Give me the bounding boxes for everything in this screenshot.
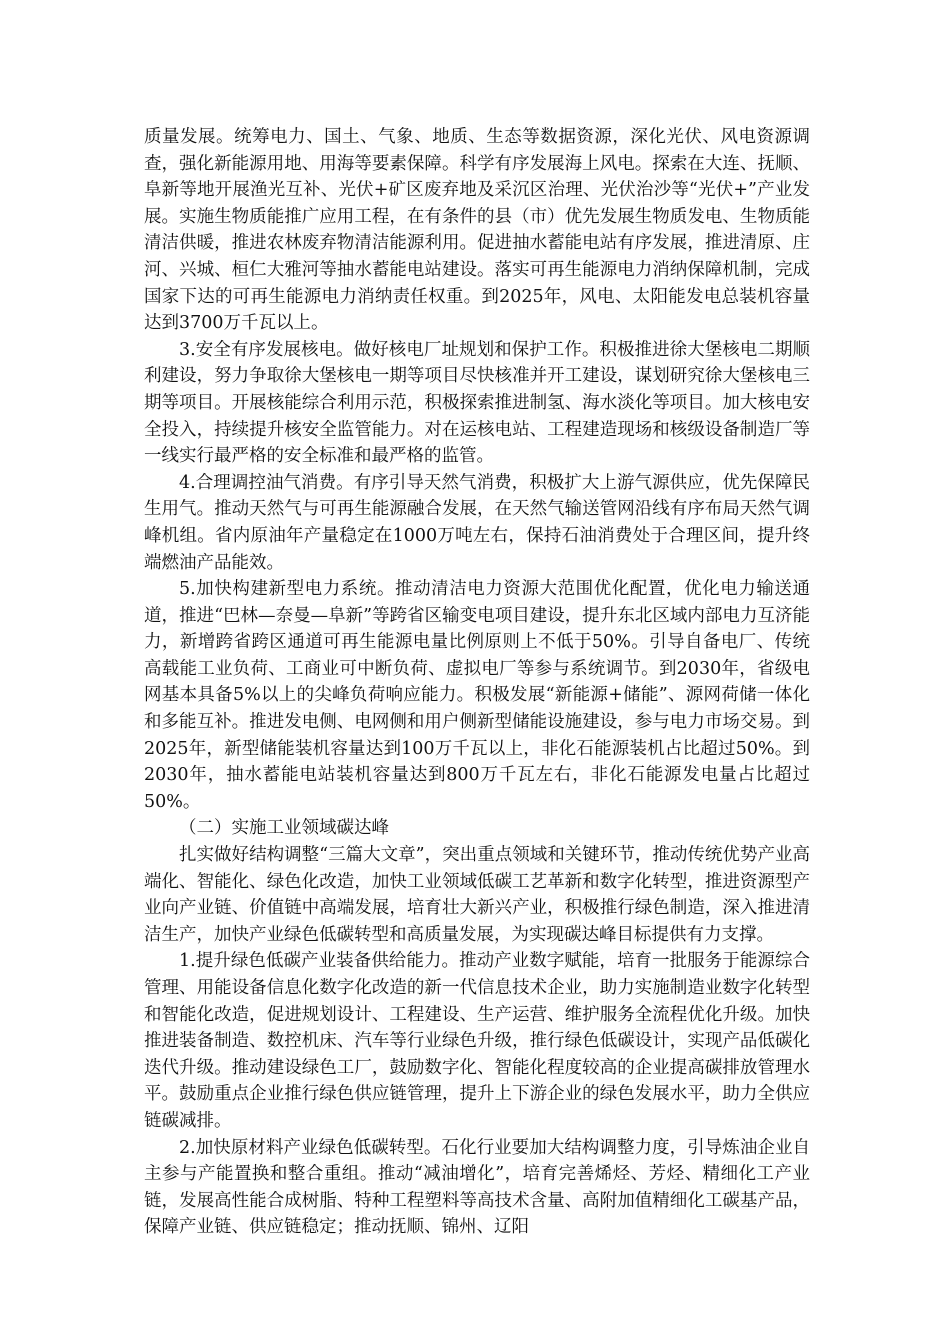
paragraph-raw-materials: 2.加快原材料产业绿色低碳转型。石化行业要加大结构调整力度，引导炼油企业自主参与产能置换和整合重组。推动“减油增化”，培育完善烯烃、芳烃、精细化工产业链，发展高性能合成树脂、特种工程塑料等高技术含量、高附加值精细化工碳基产品，保障产业链、供应链稳定；推动抚顺、锦州、辽阳 <box>144 1137 810 1238</box>
paragraph-green-equipment: 1.提升绿色低碳产业装备供给能力。推动产业数字赋能，培育一批服务于能源综合管理、用能设备信息化数字化改造的新一代信息技术企业，助力实施制造业数字化转型和智能化改造，促进规划设计、工程建设、生产运营、维护服务全流程优化升级。加快推进装备制造、数控机床、汽车等行业绿色升级，推行绿色低碳设计，实现产品低碳化迭代升级。推动建设绿色工厂，鼓励数字化、智能化程度较高的企业提高碳排放管理水平。鼓励重点企业推行绿色供应链管理，提升上下游企业的绿色发展水平，助力全供应链碳减排。 <box>144 951 810 1131</box>
paragraph-nuclear-power: 3.安全有序发展核电。做好核电厂址规划和保护工作。积极推进徐大堡核电二期顺利建设，努力争取徐大堡核电一期等项目尽快核准并开工建设，谋划研究徐大堡核电三期等项目。开展核能综合利用示范，积极探索推进制氢、海水淡化等项目。加大核电安全投入，持续提升核安全监管能力。对在运核电站、工程建造现场和核级设备制造厂等一线实行最严格的安全标准和最严格的监管。 <box>144 339 810 467</box>
paragraph-renewables-continued: 质量发展。统筹电力、国土、气象、地质、生态等数据资源，深化光伏、风电资源调查，强化新能源用地、用海等要素保障。科学有序发展海上风电。探索在大连、抚顺、阜新等地开展渔光互补、光伏+矿区废弃地及采沉区治理、光伏治沙等“光伏+”产业发展。实施生物质能推广应用工程，在有条件的县（市）优先发展生物质发电、生物质能清洁供暖，推进农林废弃物清洁能源利用。促进抽水蓄能电站有序发展，推进清原、庄河、兴城、桓仁大雅河等抽水蓄能电站建设。落实可再生能源电力消纳保障机制，完成国家下达的可再生能源电力消纳责任权重。到2025年，风电、太阳能发电总装机容量达到3700万千瓦以上。 <box>144 127 810 334</box>
paragraph-power-system: 5.加快构建新型电力系统。推动清洁电力资源大范围优化配置，优化电力输送通道，推进“巴林—奈曼—阜新”等跨省区输变电项目建设，提升东北区域内部电力互济能力，新增跨省跨区通道可再生能源电量比例原则上不低于50%。引导自备电厂、传统高载能工业负荷、工商业可中断负荷、虚拟电厂等参与系统调节。到2030年，省级电网基本具备5%以上的尖峰负荷响应能力。积极发展“新能源+储能”、源网荷储一体化和多能互补。推进发电侧、电网侧和用户侧新型储能设施建设，参与电力市场交易。到2025年，新型储能装机容量达到100万千瓦以上，非化石能源装机占比超过50%。到2030年，抽水蓄能电站装机容量达到800万千瓦左右，非化石能源发电量占比超过50%。 <box>144 579 810 812</box>
paragraph-industry-intro: 扎实做好结构调整“三篇大文章”，突出重点领域和关键环节，推动传统优势产业高端化、智能化、绿色化改造，加快工业领域低碳工艺革新和数字化转型，推进资源型产业向产业链、价值链中高端发展，培育壮大新兴产业，积极推行绿色制造，深入推进清洁生产，加快产业绿色低碳转型和高质量发展，为实现碳达峰目标提供有力支撑。 <box>144 845 810 945</box>
document-page <box>144 124 810 1241</box>
paragraph-oil-gas: 4.合理调控油气消费。有序引导天然气消费，积极扩大上游气源供应，优先保障民生用气。推动天然气与可再生能源融合发展，在天然气输送管网沿线有序布局天然气调峰机组。省内原油年产量稳定在1000万吨左右，保持石油消费处于合理区间，提升终端燃油产品能效。 <box>144 472 810 573</box>
section-heading-industry: （二）实施工业领域碳达峰 <box>179 818 389 839</box>
